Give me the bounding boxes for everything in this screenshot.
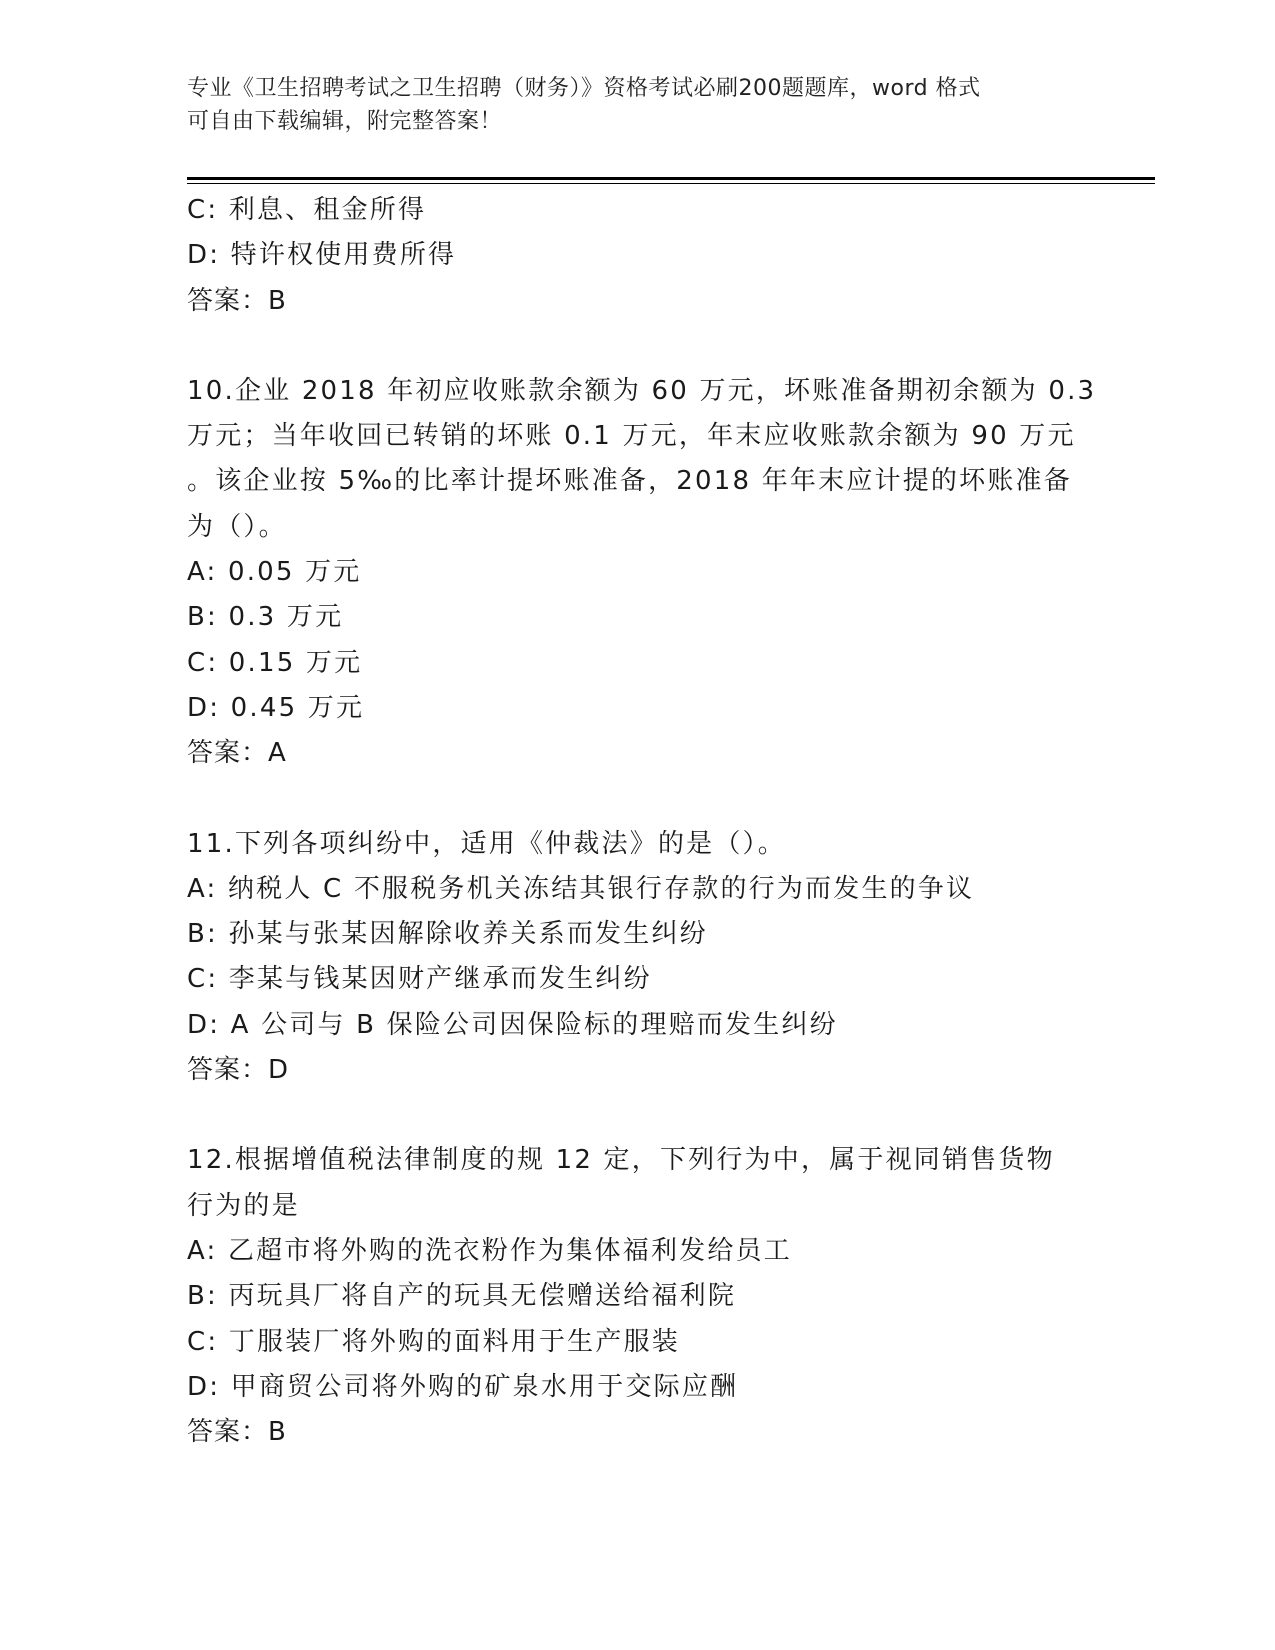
option-b: B: 丙玩具厂将自产的玩具无偿赠送给福利院 bbox=[187, 1281, 737, 1312]
answer-line: 答案：B bbox=[187, 285, 287, 316]
option-b: B: 孙某与张某因解除收养关系而发生纠纷 bbox=[187, 919, 708, 950]
document-body bbox=[187, 188, 1097, 1455]
question-stem-line: 万元；当年收回已转销的坏账 0.1 万元，年末应收账款余额为 90 万元 bbox=[187, 421, 1076, 452]
question-stem-line: 11.下列各项纠纷中，适用《仲裁法》的是（）。 bbox=[187, 828, 786, 859]
question-10 bbox=[187, 369, 1097, 777]
answer-line: 答案：D bbox=[187, 1055, 290, 1086]
option-c: C: 利息、租金所得 bbox=[187, 195, 427, 225]
option-a: A: 0.05 万元 bbox=[187, 557, 362, 588]
question-12 bbox=[187, 1138, 1087, 1455]
option-b: B: 0.3 万元 bbox=[187, 602, 344, 633]
spacer bbox=[187, 324, 1087, 369]
option-c: C: 李某与钱某因财产继承而发生纠纷 bbox=[187, 964, 652, 995]
question-stem-line: 行为的是 bbox=[187, 1190, 300, 1221]
question-11 bbox=[187, 822, 1087, 1094]
question-stem-line: 。该企业按 5‰的比率计提坏账准备，2018 年年末应计提的坏账准备 bbox=[187, 466, 1072, 497]
option-d: D: A 公司与 B 保险公司因保险标的理赔而发生纠纷 bbox=[187, 1009, 838, 1040]
question-stem-line: 10.企业 2018 年初应收账款余额为 60 万元，坏账准备期初余额为 0.3 bbox=[187, 375, 1097, 406]
header-rule-thin bbox=[187, 183, 1155, 184]
prev-question-tail bbox=[187, 188, 1087, 324]
spacer bbox=[187, 1093, 1087, 1138]
header-rule-thick bbox=[187, 177, 1155, 180]
option-c: C: 丁服装厂将外购的面料用于生产服装 bbox=[187, 1326, 680, 1357]
option-d: D: 甲商贸公司将外购的矿泉水用于交际应酬 bbox=[187, 1371, 739, 1402]
question-stem-line: 为（）。 bbox=[187, 511, 287, 542]
question-stem-line: 12.根据增值税法律制度的规 12 定，下列行为中，属于视同销售货物 bbox=[187, 1145, 1055, 1176]
answer-line: 答案：A bbox=[187, 738, 287, 769]
header-title-line-1: 专业《卫生招聘考试之卫生招聘（财务）》资格考试必刷200题题库，word 格式 bbox=[187, 76, 981, 101]
answer-line: 答案：B bbox=[187, 1417, 287, 1448]
document-header bbox=[187, 72, 1067, 138]
header-title-line-2: 可自由下载编辑，附完整答案！ bbox=[187, 109, 503, 134]
option-a: A: 乙超市将外购的洗衣粉作为集体福利发给员工 bbox=[187, 1235, 792, 1266]
option-a: A: 纳税人 C 不服税务机关冻结其银行存款的行为而发生的争议 bbox=[187, 873, 975, 904]
option-d: D: 0.45 万元 bbox=[187, 692, 365, 723]
option-d: D: 特许权使用费所得 bbox=[187, 240, 457, 271]
option-c: C: 0.15 万元 bbox=[187, 647, 363, 678]
spacer bbox=[187, 777, 1087, 822]
